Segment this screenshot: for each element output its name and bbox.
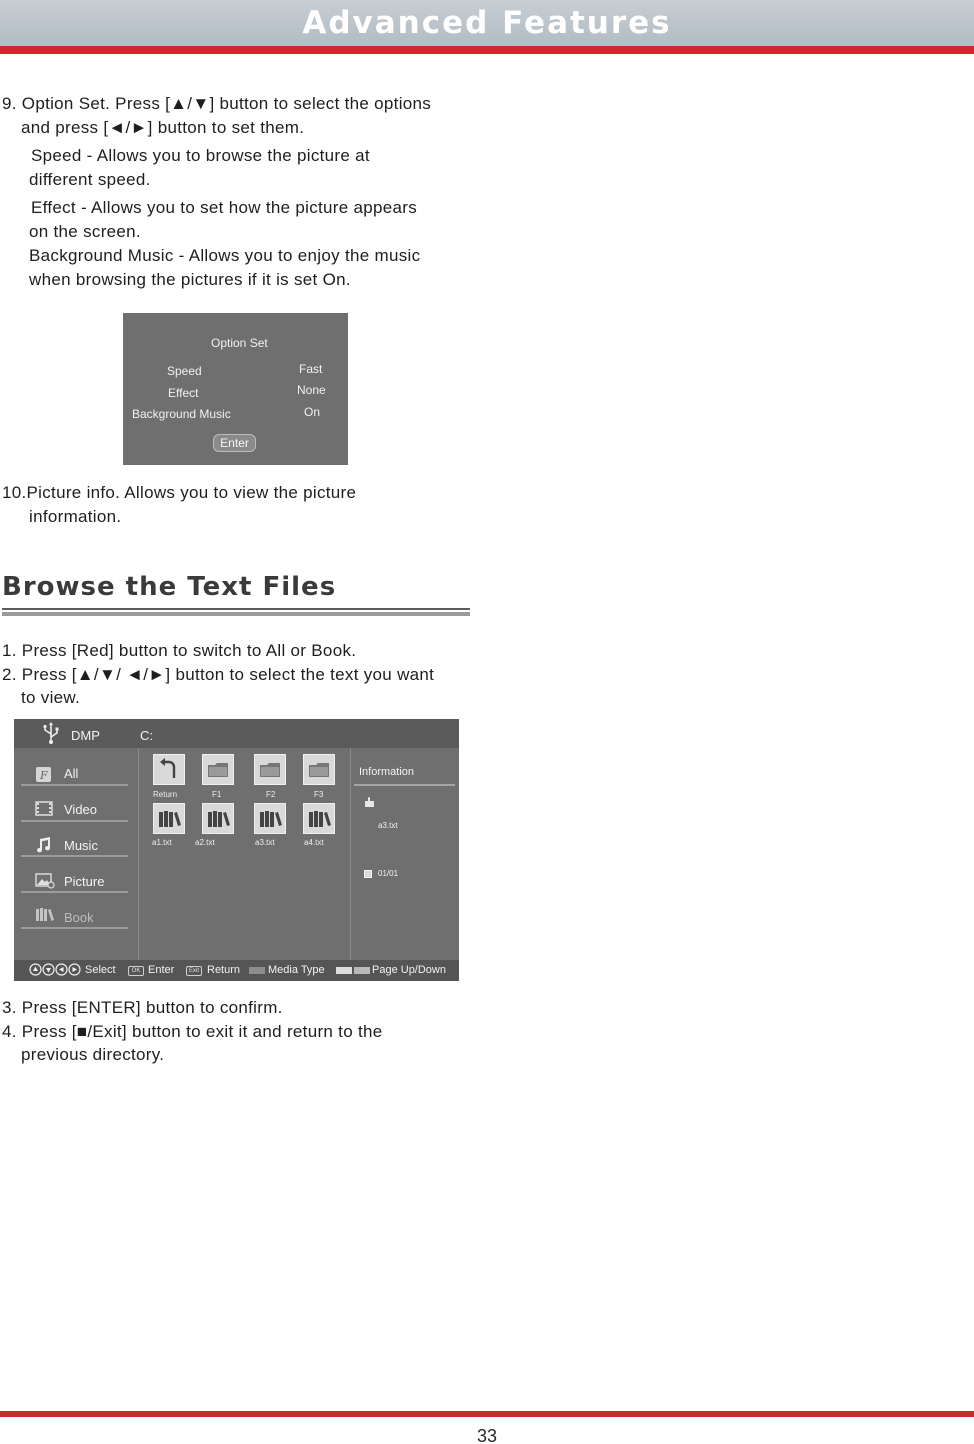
file-tile-a1[interactable]	[153, 803, 185, 834]
option-label-speed[interactable]: Speed	[167, 364, 202, 378]
tile-label-f3: F3	[314, 790, 324, 799]
effect-desc-line-1: Effect - Allows you to set how the picture appears	[31, 198, 418, 217]
book-icon	[304, 804, 334, 833]
step-2-line-1: 2. Press [▲/▼/ ◄/►] button to select the text you want	[2, 665, 435, 684]
folder-icon	[203, 755, 233, 784]
navigation-arrows-icon	[29, 963, 83, 979]
option-value-effect[interactable]: None	[297, 383, 326, 397]
column-divider	[138, 748, 139, 960]
page-title: Advanced Features	[302, 5, 672, 41]
hint-return: Return	[207, 964, 241, 976]
item-9-line-2: and press [◄/►] button to set them.	[21, 118, 305, 137]
sidebar-item-label: All	[64, 766, 79, 781]
option-label-background-music[interactable]: Background Music	[132, 407, 231, 421]
hint-page-up-down: Page Up/Down	[372, 964, 446, 976]
dmp-drive-label: C:	[140, 728, 153, 743]
hint-media-type: Media Type	[268, 964, 325, 976]
svg-text:F: F	[40, 769, 48, 782]
page-counter: 01/01	[378, 869, 399, 878]
return-folder-tile[interactable]	[153, 754, 185, 785]
effect-desc-line-2: on the screen.	[29, 222, 141, 241]
sidebar-divider	[21, 784, 128, 786]
info-panel-title: Information	[359, 766, 415, 778]
item-9-line-1: 9. Option Set. Press [▲/▼] button to select the options	[2, 94, 432, 113]
column-divider	[350, 748, 351, 960]
exit-key-icon: Exit	[186, 966, 202, 976]
sidebar-divider	[21, 820, 128, 822]
folder-tile-f3[interactable]	[303, 754, 335, 785]
option-value-background-music[interactable]: On	[304, 405, 321, 419]
section-title-text-files: Browse the Text Files	[2, 572, 337, 602]
hint-select: Select	[85, 964, 116, 976]
hint-enter: Enter	[148, 964, 175, 976]
dmp-source-label: DMP	[71, 728, 100, 743]
option-value-speed[interactable]: Fast	[299, 362, 323, 376]
book-icon	[154, 804, 184, 833]
info-file-name: a3.txt	[378, 821, 398, 830]
book-icon	[35, 907, 54, 927]
step-1: 1. Press [Red] button to switch to All or Book.	[2, 641, 357, 660]
speed-desc-line-2: different speed.	[29, 170, 151, 189]
sidebar-divider	[21, 927, 128, 929]
option-label-effect[interactable]: Effect	[168, 386, 199, 400]
info-divider	[354, 784, 455, 786]
item-10-line-2: information.	[29, 507, 122, 526]
section-rule-secondary	[2, 612, 470, 616]
page-indicator-icon	[364, 870, 372, 878]
section-rule	[2, 608, 470, 610]
option-set-panel	[123, 313, 348, 465]
sidebar-divider	[21, 855, 128, 857]
footer-accent-stripe	[0, 1411, 974, 1417]
book-icon	[255, 804, 285, 833]
step-2-line-2: to view.	[21, 688, 81, 707]
item-10-line-1: 10.Picture info. Allows you to view the picture	[2, 483, 357, 502]
sidebar-item-label: Book	[64, 910, 94, 925]
file-tile-a4[interactable]	[303, 803, 335, 834]
tile-label-f2: F2	[266, 790, 276, 799]
file-tile-a2[interactable]	[202, 803, 234, 834]
bgm-desc-line-2: when browsing the pictures if it is set On.	[29, 270, 351, 289]
usb-icon	[40, 722, 62, 749]
dmp-bottom-bar	[14, 960, 459, 981]
sidebar-item-label: Music	[64, 838, 98, 853]
folder-tile-f1[interactable]	[202, 754, 234, 785]
hand-pointer-icon	[363, 795, 376, 813]
ok-key-icon: OK	[128, 966, 144, 976]
step-4-line-2: previous directory.	[21, 1045, 165, 1064]
folder-icon	[304, 755, 334, 784]
file-tile-a3[interactable]	[254, 803, 286, 834]
tile-label-a3: a3.txt	[255, 838, 275, 847]
tile-label-return: Return	[153, 790, 178, 799]
sidebar-divider	[21, 891, 128, 893]
bgm-desc-line-1: Background Music - Allows you to enjoy the music	[29, 246, 421, 265]
page-number: 33	[476, 1426, 498, 1444]
book-icon	[203, 804, 233, 833]
tile-label-f1: F1	[212, 790, 222, 799]
page-up-key-icon	[336, 967, 352, 974]
speed-desc-line-1: Speed - Allows you to browse the picture at	[31, 146, 370, 165]
sidebar-item-label: Picture	[64, 874, 105, 889]
option-enter-button[interactable]: Enter	[213, 434, 256, 452]
tile-label-a4: a4.txt	[304, 838, 324, 847]
step-4-line-1: 4. Press [■/Exit] button to exit it and return to the	[2, 1022, 383, 1041]
folder-icon	[255, 755, 285, 784]
header-accent-stripe	[0, 46, 974, 54]
return-icon	[154, 755, 184, 784]
page-down-key-icon	[354, 967, 370, 974]
dmp-screen	[14, 719, 459, 981]
folder-tile-f2[interactable]	[254, 754, 286, 785]
option-set-title: Option Set	[211, 336, 268, 350]
tile-label-a2: a2.txt	[195, 838, 215, 847]
video-icon	[35, 801, 53, 821]
red-key-icon	[249, 967, 265, 974]
step-3: 3. Press [ENTER] button to confirm.	[2, 998, 283, 1017]
tile-label-a1: a1.txt	[152, 838, 172, 847]
sidebar-item-label: Video	[64, 802, 98, 817]
